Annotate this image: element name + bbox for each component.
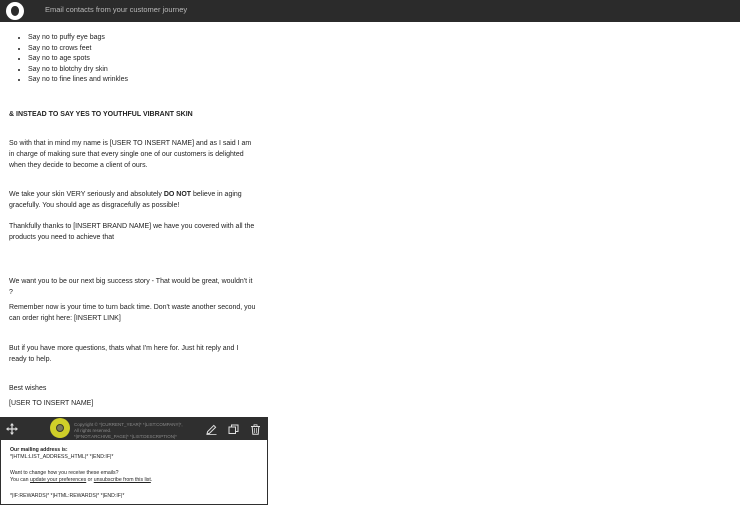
text-line: when they decide to become a client of ours. xyxy=(9,162,148,170)
signature: [USER TO INSERT NAME] xyxy=(9,400,94,407)
preferences-line xyxy=(10,477,152,484)
text-line: Thankfully thanks to [INSERT BRAND NAME] we have you covered with all the xyxy=(9,223,255,230)
text-line: ready to help. xyxy=(9,356,52,364)
app-header xyxy=(0,0,740,22)
cursor-highlight xyxy=(50,418,70,438)
text-line xyxy=(9,189,261,200)
intro-paragraph xyxy=(9,138,261,172)
success-paragraph xyxy=(9,276,261,298)
move-icon[interactable] xyxy=(4,421,20,437)
text-line: in charge of making sure that every single one of our customers is delighted xyxy=(9,151,244,159)
questions-paragraph xyxy=(9,343,261,365)
list-item: • Say no to puffy eye bags xyxy=(28,33,128,44)
list-item: • Say no to crows feet xyxy=(28,44,128,55)
skin-paragraph xyxy=(9,189,261,211)
change-question: Want to change how you receive these emails? xyxy=(10,470,119,476)
block-toolbar xyxy=(0,417,268,439)
trash-icon[interactable] xyxy=(247,421,263,437)
edit-pencil-icon[interactable] xyxy=(203,421,219,437)
list-item: • Say no to blotchy dry skin xyxy=(28,65,128,76)
order-paragraph xyxy=(9,302,261,324)
text-line: So with that in mind my name is [USER TO INSERT NAME] and as I said I am xyxy=(9,140,252,147)
app-title: Email contacts from your customer journey xyxy=(45,5,188,14)
text-line: gracefully. You should age as disgracefully as possible! xyxy=(9,202,180,210)
text-line: We want you to be our next big success story - That would be great, wouldn't it xyxy=(9,278,253,285)
footer-block[interactable] xyxy=(0,439,268,505)
text-line: ? xyxy=(9,289,13,297)
list-item: • Say no to age spots xyxy=(28,54,128,65)
text-span: . xyxy=(150,477,153,483)
text-span: You can xyxy=(10,477,30,483)
text-line: can order right here: [INSERT LINK] xyxy=(9,315,121,323)
email-heading: & INSTEAD TO SAY YES TO YOUTHFUL VIBRANT SKIN xyxy=(9,111,193,118)
text-span: or xyxy=(86,477,94,483)
signoff: Best wishes xyxy=(9,385,47,392)
benefit-list xyxy=(17,33,128,86)
update-preferences-link[interactable]: update your preferences xyxy=(30,477,87,483)
brand-paragraph xyxy=(9,221,261,243)
text-line: Remember now is your time to turn back time. Don't waste another second, you xyxy=(9,304,256,311)
toolbar-ghost-text xyxy=(74,422,184,440)
mailing-address-label: Our mailing address is: xyxy=(10,447,68,453)
ghost-line: Copyright © *|CURRENT_YEAR|* *|LIST:COMPANY|*, All rights reserved. xyxy=(74,422,183,433)
duplicate-icon[interactable] xyxy=(225,421,241,437)
text-span: believe in aging xyxy=(191,191,242,198)
text-line: But if you have more questions, thats what I'm here for. Just hit reply and I xyxy=(9,345,239,352)
mailchimp-logo-icon[interactable] xyxy=(6,2,24,20)
text-span: We take your skin VERY seriously and absolutely xyxy=(9,191,164,198)
text-line: products you need to achieve that xyxy=(9,234,115,242)
rewards-merge-tag: *|IF:REWARDS|* *|HTML:REWARDS|* *|END:IF|* xyxy=(10,493,125,499)
list-item: • Say no to fine lines and wrinkles xyxy=(28,75,128,86)
ghost-line: *|IFNOT:ARCHIVE_PAGE|* *|LIST:DESCRIPTION|* xyxy=(74,434,177,439)
unsubscribe-link[interactable]: unsubscribe from this list xyxy=(93,477,151,483)
address-merge-tag: *|HTML:LIST_ADDRESS_HTML|* *|END:IF|* xyxy=(10,454,114,460)
bold-text: DO NOT xyxy=(163,191,192,198)
